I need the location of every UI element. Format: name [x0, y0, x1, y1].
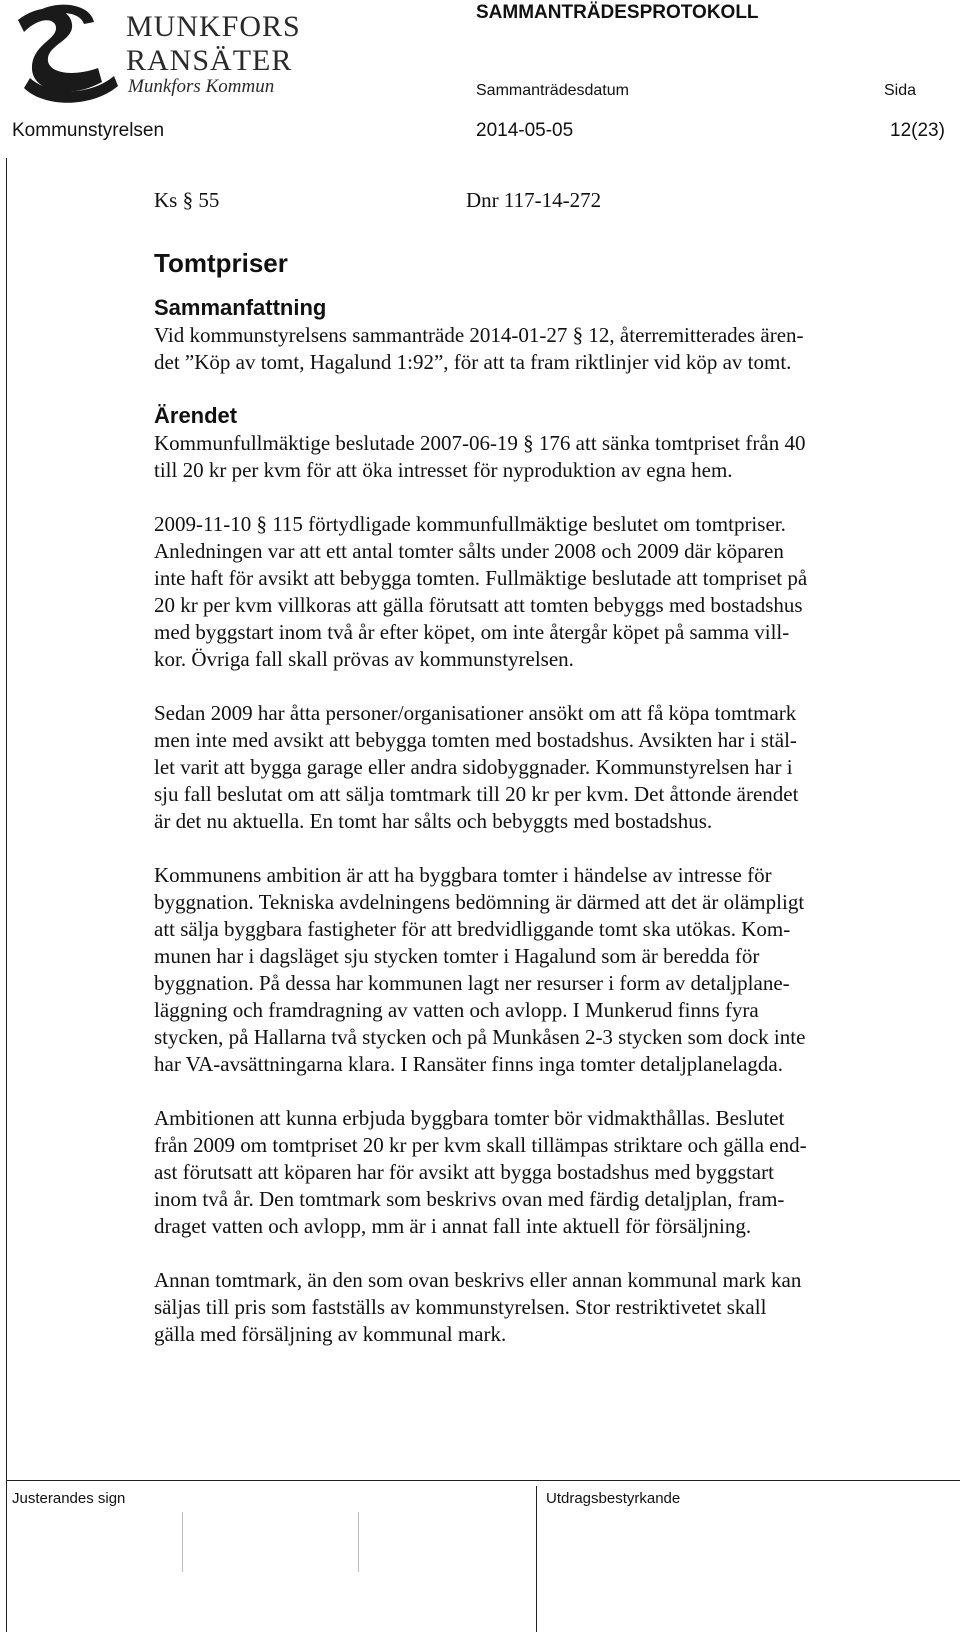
left-margin-line [6, 158, 7, 1632]
text-line: let varit att bygga garage eller andra sidobyggnader. Kommunstyrelsen har i [154, 755, 793, 779]
text-line: läggning och framdragning av vatten och avlopp. I Munkerud finns fyra [154, 998, 759, 1022]
sign-box-divider-1 [182, 1512, 183, 1572]
text-line: ast förutsatt att köparen har för avsikt att bygga bostadshus med byggstart [154, 1160, 774, 1184]
text-line: gälla med försäljning av kommunal mark. [154, 1322, 507, 1346]
committee-name: Kommunstyrelsen [12, 120, 165, 141]
paragraph [154, 430, 924, 484]
text-line: med byggstart inom två år efter köpet, om inte återgår köpet på samma vill- [154, 620, 790, 644]
text-line: det ”Köp av tomt, Hagalund 1:92”, för att ta fram riktlinjer vid köp av tomt. [154, 350, 792, 374]
text-line: byggnation. På dessa har kommunen lagt ner resurser i form av detaljplane- [154, 971, 790, 995]
paragraph [154, 700, 924, 835]
case-number: Ks § 55 [154, 188, 220, 212]
document-type: SAMMANTRÄDESPROTOKOLL [476, 2, 759, 23]
text-line: draget vatten och avlopp, mm är i annat fall inte aktuell för försäljning. [154, 1214, 752, 1238]
text-line: från 2009 om tomtpriset 20 kr per kvm skall tillämpas striktare och gälla end- [154, 1133, 807, 1157]
paragraph [154, 1105, 924, 1240]
text-line: Kommunfullmäktige beslutade 2007-06-19 § 176 att sänka tomtpriset från 40 [154, 431, 806, 455]
date-label: Sammanträdesdatum [476, 82, 629, 99]
text-line: till 20 kr per kvm för att öka intresset för nyproduktion av egna hem. [154, 458, 733, 482]
section-heading: Sammanfattning [154, 295, 327, 320]
document-body [154, 188, 924, 1348]
sign-box-divider-3 [536, 1486, 537, 1632]
signature-label: Justerandes sign [12, 1490, 126, 1507]
paragraph [154, 511, 924, 673]
logo-line3: Munkfors Kommun [128, 76, 275, 97]
text-line: stycken, på Hallarna två stycken och på Munkåsen 2-3 stycken som dock inte [154, 1025, 806, 1049]
text-line: säljas till pris som fastställs av kommunstyrelsen. Stor restriktivetet skall [154, 1295, 767, 1319]
text-line: att sälja byggbara fastigheter för att bredvidliggande tomt ska utökas. Kom- [154, 917, 791, 941]
sections [154, 294, 924, 1348]
paragraph [154, 1267, 924, 1348]
text-line: 2009-11-10 § 115 förtydligade kommunfullmäktige beslutet om tomtpriser. [154, 512, 786, 536]
sign-box-divider-2 [358, 1512, 359, 1572]
text-line: Sedan 2009 har åtta personer/organisationer ansökt om att få köpa tomtmark [154, 701, 797, 725]
text-line: Kommunens ambition är att ha byggbara tomter i händelse av intresse för [154, 863, 772, 887]
text-line: Annan tomtmark, än den som ovan beskrivs eller annan kommunal mark kan [154, 1268, 802, 1292]
text-line: men inte med avsikt att bebygga tomten med bostadshus. Avsikten har i stäl- [154, 728, 797, 752]
text-line: 20 kr per kvm villkoras att gälla förutsatt att tomten bebyggs med bostadshus [154, 593, 803, 617]
paragraph [154, 322, 924, 376]
text-line: inom två år. Den tomtmark som beskrivs ovan med färdig detaljplan, fram- [154, 1187, 785, 1211]
section-heading: Ärendet [154, 403, 238, 428]
text-line: har VA-avsättningarna klara. I Ransäter finns inga tomter detaljplanelagda. [154, 1052, 784, 1076]
page-number: 12(23) [890, 120, 945, 141]
text-line: munen har i dagsläget sju stycken tomter i Hagalund som är beredda för [154, 944, 760, 968]
text-line: Ambitionen att kunna erbjuda byggbara tomter bör vidmakthållas. Beslutet [154, 1106, 785, 1130]
text-line: sju fall beslutat om att sälja tomtmark till 20 kr per kvm. Det åttonde ärendet [154, 782, 799, 806]
municipality-logo [10, 0, 310, 112]
paragraph [154, 862, 924, 1078]
diary-number: Dnr 117-14-272 [466, 188, 602, 212]
document-title: Tomtpriser [154, 248, 288, 278]
text-line: Anledningen var att ett antal tomter sålts under 2008 och 2009 där köparen [154, 539, 784, 563]
logo-line1: MUNKFORS [126, 10, 301, 43]
extract-certification-label: Utdragsbestyrkande [546, 1490, 681, 1507]
text-line: inte haft för avsikt att bebygga tomten. Fullmäktige beslutade att tompriset på [154, 566, 808, 590]
text-line: byggnation. Tekniska avdelningens bedömning är därmed att det är olämpligt [154, 890, 805, 914]
page-label: Sida [884, 82, 917, 99]
text-line: är det nu aktuella. En tomt har sålts och bebyggts med bostadshus. [154, 809, 713, 833]
footer-divider [6, 1480, 960, 1481]
logo-line2: RANSÄTER [126, 44, 293, 77]
text-line: Vid kommunstyrelsens sammanträde 2014-01-27 § 12, återremitterades ären- [154, 323, 804, 347]
text-line: kor. Övriga fall skall prövas av kommunstyrelsen. [154, 647, 574, 671]
meeting-date: 2014-05-05 [476, 120, 574, 141]
case-row [154, 188, 924, 218]
